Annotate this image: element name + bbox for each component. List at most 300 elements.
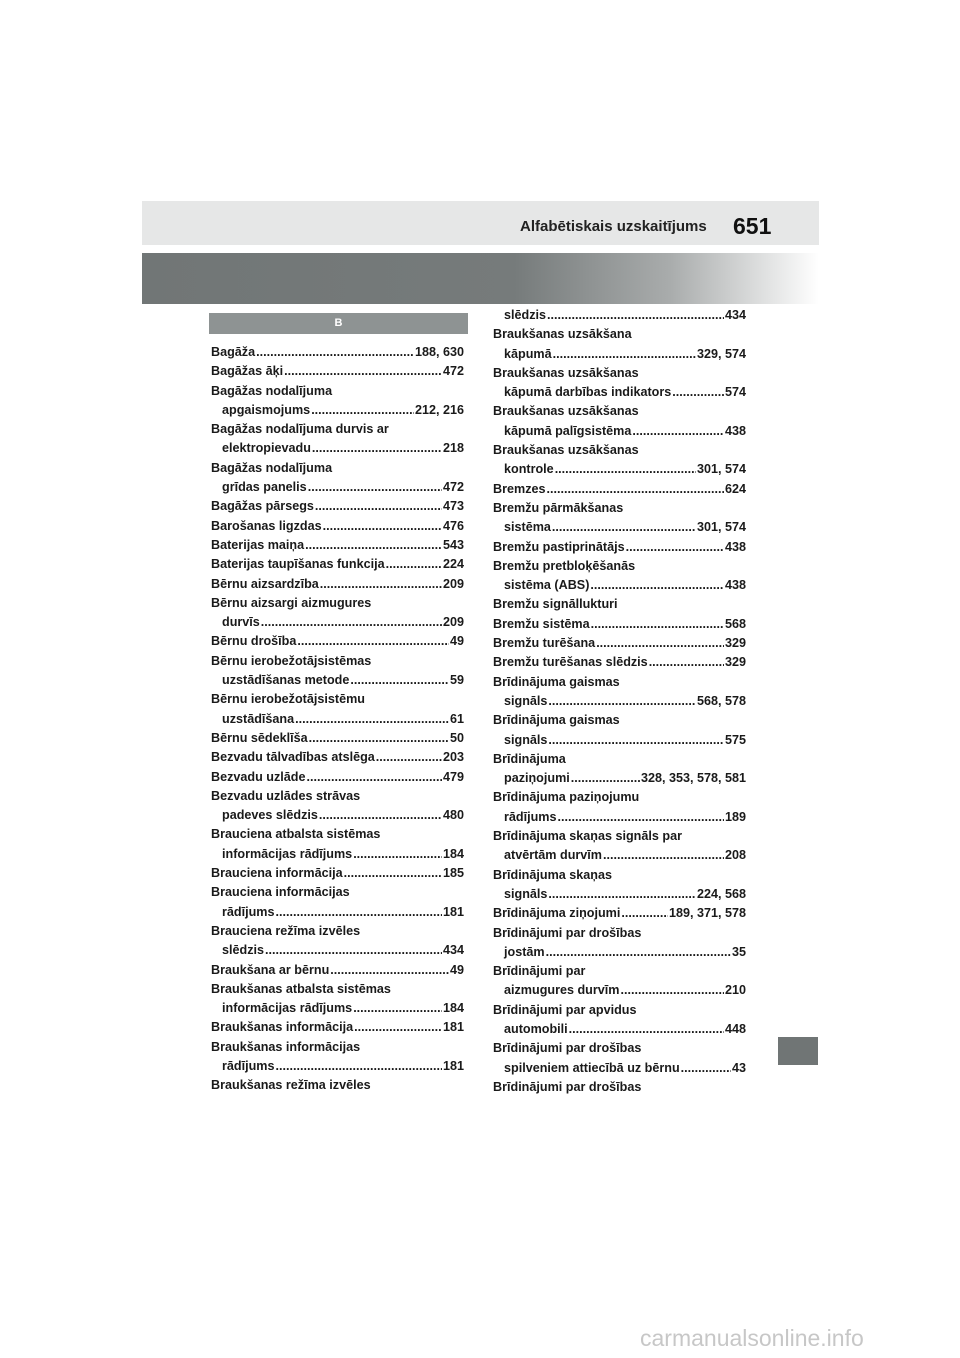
index-entry-text: Braukšanas informācijas — [211, 1039, 361, 1054]
index-entry-pages: 329 — [724, 636, 746, 651]
index-entry-pages: 574 — [724, 385, 746, 400]
index-entry-line — [493, 943, 746, 962]
index-entry — [493, 827, 746, 866]
index-entry-line — [493, 962, 746, 981]
index-entry — [493, 673, 746, 712]
index-entry-text: Bagāža — [211, 345, 256, 359]
index-entry-line — [211, 671, 464, 690]
index-entry-pages: 568, 578 — [696, 693, 746, 708]
index-entry-line — [493, 615, 746, 634]
thumb-index-tab — [778, 1037, 818, 1065]
index-entry-text: Bērnu aizsargi aizmugures — [211, 595, 372, 610]
index-entry-pages: 208 — [724, 848, 746, 863]
dot-leader — [591, 615, 724, 634]
index-entry — [493, 866, 746, 905]
dot-leader — [558, 808, 724, 827]
index-entry-text: Brauciena atbalsta sistēmas — [211, 827, 381, 842]
index-entry — [211, 1076, 464, 1095]
index-entry-line — [211, 594, 464, 613]
index-entry-line — [493, 422, 746, 441]
index-entry-text: paziņojumi — [504, 771, 570, 786]
dot-leader — [353, 845, 442, 864]
index-entry-pages: 181 — [442, 1058, 464, 1073]
dot-leader — [353, 999, 442, 1018]
index-entry-text: Brīdinājuma skaņas signāls par — [493, 829, 682, 844]
dot-leader — [546, 943, 731, 962]
index-entry-line — [211, 362, 464, 381]
index-entry-line — [211, 343, 464, 362]
index-entry-line — [211, 1018, 464, 1037]
index-entry-text: informācijas rādījums — [222, 846, 353, 861]
index-entry-text: Brīdinājumi par drošības — [493, 925, 642, 940]
dot-leader — [571, 769, 640, 788]
index-entry — [493, 402, 746, 441]
index-entry-line — [493, 480, 746, 499]
dot-leader — [590, 576, 724, 595]
index-entry — [211, 362, 464, 381]
dot-leader — [547, 306, 724, 325]
index-entry-pages: 203 — [442, 750, 464, 765]
index-entry-text: Brīdinājuma ziņojumi — [493, 906, 621, 921]
index-entry-line — [211, 478, 464, 497]
index-entry — [493, 595, 746, 614]
index-entry-line — [211, 941, 464, 960]
dot-leader — [309, 729, 449, 748]
index-entry-text: Braukšanas uzsākšanas — [493, 365, 639, 380]
dot-leader — [297, 632, 449, 651]
index-entry-pages: 184 — [442, 1001, 464, 1016]
index-entry-text: Braukšanas uzsākšana — [493, 327, 632, 342]
index-entry — [211, 825, 464, 864]
index-entry-text: Bagāžas nodalījuma durvis ar — [211, 422, 389, 437]
index-entry-pages: 480 — [442, 808, 464, 823]
index-entry-text: Bērnu ierobežotājsistēmu — [211, 692, 365, 707]
index-entry — [211, 883, 464, 922]
index-entry-text: Brīdinājumi par drošības — [493, 1079, 642, 1094]
index-entry-line — [493, 904, 746, 923]
index-entry-pages: 301, 574 — [696, 462, 746, 477]
index-entry-text: Barošanas ligzdas — [211, 518, 322, 533]
index-entry-text: Brauciena režīma izvēles — [211, 923, 361, 938]
index-entry-text: Braukšanas režīma izvēles — [211, 1078, 371, 1093]
index-entry — [493, 364, 746, 403]
dot-leader — [548, 885, 696, 904]
dot-leader — [330, 961, 449, 980]
index-entry — [211, 768, 464, 787]
index-entry-line — [211, 806, 464, 825]
index-entry-line — [211, 439, 464, 458]
dot-leader — [552, 518, 696, 537]
index-entry — [211, 729, 464, 748]
dot-leader — [621, 904, 668, 923]
dot-leader — [323, 517, 442, 536]
index-entry-line — [211, 1057, 464, 1076]
dot-leader — [306, 768, 442, 787]
index-entry-text: kāpumā palīgsistēma — [504, 423, 632, 438]
index-entry-pages: 185 — [442, 866, 464, 881]
index-entry-text: elektropievadu — [222, 441, 311, 456]
dot-leader — [261, 613, 442, 632]
index-entry-pages: 329 — [724, 655, 746, 670]
index-entry-line — [493, 673, 746, 692]
index-entry-text: Bremžu turēšana — [493, 636, 596, 651]
index-entry — [211, 575, 464, 594]
dot-leader — [315, 497, 442, 516]
dot-leader — [548, 692, 696, 711]
index-entry-line — [493, 499, 746, 518]
index-entry-text: sistēma — [504, 520, 551, 535]
index-entry — [493, 499, 746, 538]
index-entry-line — [493, 1001, 746, 1020]
index-entry-text: Bremžu pastiprinātājs — [493, 539, 625, 554]
index-entry-line — [493, 441, 746, 460]
index-entry-line — [211, 632, 464, 651]
dot-leader — [553, 345, 696, 364]
header-title: Alfabētiskais uzskaitījums — [520, 218, 707, 235]
index-entry-line — [211, 825, 464, 844]
index-entry — [493, 962, 746, 1001]
index-entry-pages: 575 — [724, 732, 746, 747]
index-entry-line — [493, 981, 746, 1000]
index-entry-line — [493, 846, 746, 865]
index-entry-text: Bagāžas nodalījuma — [211, 383, 333, 398]
index-entry-line — [493, 1059, 746, 1078]
index-entry-line — [211, 613, 464, 632]
index-entry-pages: 438 — [724, 578, 746, 593]
index-entry-pages: 543 — [442, 537, 464, 552]
index-entry-line — [493, 1078, 746, 1097]
index-entry-line — [493, 885, 746, 904]
index-entry-text: Bremzes — [493, 481, 546, 496]
index-entry-text: informācijas rādījums — [222, 1001, 353, 1016]
index-entry-line — [211, 459, 464, 478]
index-entry-text: Braukšanas uzsākšanas — [493, 443, 639, 458]
dot-leader — [548, 731, 724, 750]
index-entry-line — [211, 845, 464, 864]
index-entry-text: Brīdinājuma gaismas — [493, 713, 620, 728]
index-entry — [493, 480, 746, 499]
index-entry — [211, 632, 464, 651]
index-entry-line — [211, 1076, 464, 1095]
index-entry — [493, 634, 746, 653]
index-entry-line — [493, 325, 746, 344]
dot-leader — [276, 1057, 442, 1076]
index-entry-text: Braukšanas informācija — [211, 1020, 354, 1035]
index-entry-line — [211, 961, 464, 980]
index-entry-text: Brīdinājumi par drošības — [493, 1041, 642, 1056]
index-entry-line — [211, 1038, 464, 1057]
index-entry — [493, 538, 746, 557]
index-entry-line — [211, 883, 464, 902]
dot-leader — [603, 846, 724, 865]
page-number: 651 — [733, 213, 772, 239]
index-entry-text: Bezvadu tālvadības atslēga — [211, 750, 375, 765]
index-entry-line — [493, 653, 746, 672]
index-entry-line — [493, 634, 746, 653]
dot-leader — [569, 1020, 724, 1039]
index-entry-pages: 328, 353, 578, 581 — [640, 771, 746, 786]
index-entry — [211, 652, 464, 691]
index-entry-text: grīdas panelis — [222, 480, 307, 495]
dot-leader — [284, 362, 442, 381]
dot-leader — [632, 422, 724, 441]
index-entry-pages: 479 — [442, 769, 464, 784]
dot-leader — [256, 343, 414, 362]
dot-leader — [311, 401, 414, 420]
index-entry-line — [211, 652, 464, 671]
index-entry-pages: 472 — [442, 480, 464, 495]
index-entry-line — [493, 808, 746, 827]
index-entry-text: Bagāžas nodalījuma — [211, 460, 333, 475]
index-entry-pages: 434 — [724, 308, 746, 322]
index-entry-line — [493, 769, 746, 788]
index-entry-line — [493, 788, 746, 807]
index-entry-text: Bērnu drošība — [211, 634, 297, 649]
index-entry-pages: 209 — [442, 576, 464, 591]
dot-leader — [672, 383, 724, 402]
index-entry-text: rādījums — [222, 1058, 275, 1073]
index-entry-pages: 61 — [449, 711, 464, 726]
index-entry — [211, 343, 464, 362]
index-entry-text: Brauciena informācijas — [211, 885, 350, 900]
index-entry — [211, 536, 464, 555]
index-entry-text: Baterijas maiņa — [211, 537, 305, 552]
dot-leader — [626, 538, 724, 557]
index-entry-text: jostām — [504, 944, 545, 959]
index-entry — [493, 750, 746, 789]
index-entry-text: Brīdinājumi par apvidus — [493, 1002, 637, 1017]
dot-leader — [319, 806, 442, 825]
index-entry-line — [211, 768, 464, 787]
index-entry-text: Bremžu turēšanas slēdzis — [493, 655, 648, 670]
index-entry-text: Brīdinājuma paziņojumu — [493, 790, 640, 805]
index-entry-pages: 301, 574 — [696, 520, 746, 535]
index-entry-text: Brīdinājuma gaismas — [493, 674, 620, 689]
index-entry — [211, 922, 464, 961]
index-entry-text: Bagāžas pārsegs — [211, 499, 314, 514]
dot-leader — [354, 1018, 442, 1037]
dot-leader — [649, 653, 724, 672]
index-entry-line — [493, 1039, 746, 1058]
index-entry-pages: 448 — [724, 1021, 746, 1036]
index-entry — [211, 864, 464, 883]
dot-leader — [308, 478, 442, 497]
dot-leader — [344, 864, 442, 883]
dot-leader — [681, 1059, 731, 1078]
index-entry-pages: 434 — [442, 943, 464, 958]
index-entry-text: Bagāžas āķi — [211, 364, 284, 379]
index-entry-pages: 49 — [449, 962, 464, 977]
index-entry-pages: 209 — [442, 615, 464, 630]
index-entry-text: kāpumā darbības indikators — [504, 385, 672, 400]
index-entry-text: Brīdinājuma — [493, 751, 566, 766]
index-entry — [493, 711, 746, 750]
index-entry — [493, 441, 746, 480]
index-entry — [211, 517, 464, 536]
index-entry-line — [493, 345, 746, 364]
index-entry-line — [211, 536, 464, 555]
dot-leader — [620, 981, 724, 1000]
index-entry-pages: 210 — [724, 983, 746, 998]
index-entry — [493, 1039, 746, 1078]
index-entry-text: spilveniem attiecībā uz bērnu — [504, 1060, 680, 1075]
index-entry-text: Baterijas taupīšanas funkcija — [211, 557, 385, 572]
index-entry — [211, 980, 464, 1019]
index-entry-line — [211, 401, 464, 420]
index-entry-line — [493, 866, 746, 885]
index-entry-text: Bērnu ierobežotājsistēmas — [211, 653, 372, 668]
index-entry-text: Bremžu sistēma — [493, 616, 590, 631]
index-entry — [493, 788, 746, 827]
index-entry-pages: 50 — [449, 730, 464, 745]
index-entry-pages: 181 — [442, 1020, 464, 1035]
index-entry-text: Braukšanas uzsākšanas — [493, 404, 639, 419]
index-entry-text: atvērtām durvīm — [504, 848, 602, 863]
index-entry — [211, 459, 464, 498]
index-entry-text: Bremžu signāllukturi — [493, 597, 618, 612]
index-entry-text: sistēma (ABS) — [504, 578, 590, 593]
index-entry-text: slēdzis — [222, 943, 264, 958]
index-entry-line — [211, 864, 464, 883]
index-entry-line — [493, 1020, 746, 1039]
index-entry-pages: 188, 630 — [414, 345, 464, 359]
index-entry — [211, 748, 464, 767]
dot-leader — [386, 555, 442, 574]
index-entry-line — [493, 595, 746, 614]
index-entry-pages: 438 — [724, 539, 746, 554]
dot-leader — [547, 480, 724, 499]
index-entry-line — [211, 497, 464, 516]
index-entry-line — [211, 980, 464, 999]
index-column-left — [211, 343, 464, 1096]
index-entry — [211, 787, 464, 826]
index-entry — [493, 1001, 746, 1040]
index-entry-pages: 438 — [724, 423, 746, 438]
index-entry-line — [211, 382, 464, 401]
watermark: carmanualsonline.info — [640, 1325, 864, 1351]
index-entry-text: kāpumā — [504, 346, 552, 361]
index-entry-line — [493, 538, 746, 557]
dot-leader — [596, 634, 724, 653]
index-entry-text: rādījums — [504, 809, 557, 824]
header-gradient-band — [142, 253, 819, 304]
index-entry — [211, 961, 464, 980]
dot-leader — [320, 575, 442, 594]
index-entry-line — [493, 692, 746, 711]
index-entry-text: Bezvadu uzlāde — [211, 769, 306, 784]
index-entry-line — [211, 555, 464, 574]
index-entry — [211, 497, 464, 516]
index-entry-text: Braukšana ar bērnu — [211, 962, 330, 977]
index-entry-text: Bērnu aizsardzība — [211, 576, 319, 591]
index-entry-line — [211, 729, 464, 748]
index-entry-line — [493, 924, 746, 943]
header-band — [142, 201, 819, 245]
index-entry-text: signāls — [504, 886, 548, 901]
index-entry-pages: 224, 568 — [696, 886, 746, 901]
index-entry-text: uzstādīšanas metode — [222, 673, 350, 688]
index-entry — [493, 924, 746, 963]
index-entry — [211, 382, 464, 421]
section-letter-bar: B — [209, 313, 468, 334]
dot-leader — [305, 536, 442, 555]
index-entry — [493, 615, 746, 634]
index-entry-pages: 568 — [724, 616, 746, 631]
index-entry-pages: 329, 574 — [696, 346, 746, 361]
index-entry-pages: 35 — [731, 944, 746, 959]
dot-leader — [555, 460, 696, 479]
index-entry-line — [211, 420, 464, 439]
index-entry — [211, 555, 464, 574]
dot-leader — [376, 748, 442, 767]
dot-leader — [312, 439, 442, 458]
index-entry-text: Brīdinājumi par — [493, 964, 586, 979]
index-entry-pages: 473 — [442, 499, 464, 514]
index-entry-text: apgaismojums — [222, 402, 311, 417]
index-entry-text: Brauciena informācija — [211, 866, 343, 881]
index-entry-text: padeves slēdzis — [222, 808, 318, 823]
index-entry-line — [211, 575, 464, 594]
index-entry-text: rādījums — [222, 904, 275, 919]
index-entry-line — [493, 306, 746, 325]
index-entry-line — [493, 460, 746, 479]
index-entry — [493, 557, 746, 596]
index-entry-line — [211, 922, 464, 941]
index-column-right — [493, 306, 746, 1097]
index-entry-line — [493, 383, 746, 402]
index-entry-pages: 624 — [724, 481, 746, 496]
index-entry-line — [211, 903, 464, 922]
index-entry — [493, 325, 746, 364]
index-entry-line — [493, 711, 746, 730]
index-entry-pages: 43 — [731, 1060, 746, 1075]
index-entry-pages: 189, 371, 578 — [668, 906, 746, 921]
index-entry-line — [211, 748, 464, 767]
index-entry — [493, 653, 746, 672]
index-entry-text: slēdzis — [504, 308, 546, 322]
index-entry-line — [493, 364, 746, 383]
index-entry — [211, 1038, 464, 1077]
index-entry-text: Braukšanas atbalsta sistēmas — [211, 981, 391, 996]
index-entry-text: signāls — [504, 732, 548, 747]
index-entry-text: Brīdinājuma skaņas — [493, 867, 612, 882]
index-entry-text: kontrole — [504, 462, 554, 477]
index-entry-text: Bērnu sēdeklīša — [211, 730, 308, 745]
index-entry — [211, 1018, 464, 1037]
index-entry-pages: 212, 216 — [414, 402, 464, 417]
dot-leader — [276, 903, 442, 922]
index-entry-line — [211, 999, 464, 1018]
index-entry-pages: 476 — [442, 518, 464, 533]
index-entry — [493, 1078, 746, 1097]
index-entry — [493, 306, 746, 325]
index-entry-pages: 49 — [449, 634, 464, 649]
index-entry-pages: 472 — [442, 364, 464, 379]
index-entry-line — [493, 731, 746, 750]
index-entry-text: Bremžu pretbloķēšanās — [493, 558, 636, 573]
index-entry-text: automobili — [504, 1021, 568, 1036]
index-entry-line — [493, 402, 746, 421]
index-entry-pages: 218 — [442, 441, 464, 456]
index-entry — [493, 904, 746, 923]
index-entry-line — [211, 710, 464, 729]
index-entry — [211, 420, 464, 459]
index-entry-pages: 59 — [449, 673, 464, 688]
index-entry-pages: 184 — [442, 846, 464, 861]
index-entry-line — [211, 787, 464, 806]
index-entry-pages: 181 — [442, 904, 464, 919]
index-entry-line — [211, 690, 464, 709]
